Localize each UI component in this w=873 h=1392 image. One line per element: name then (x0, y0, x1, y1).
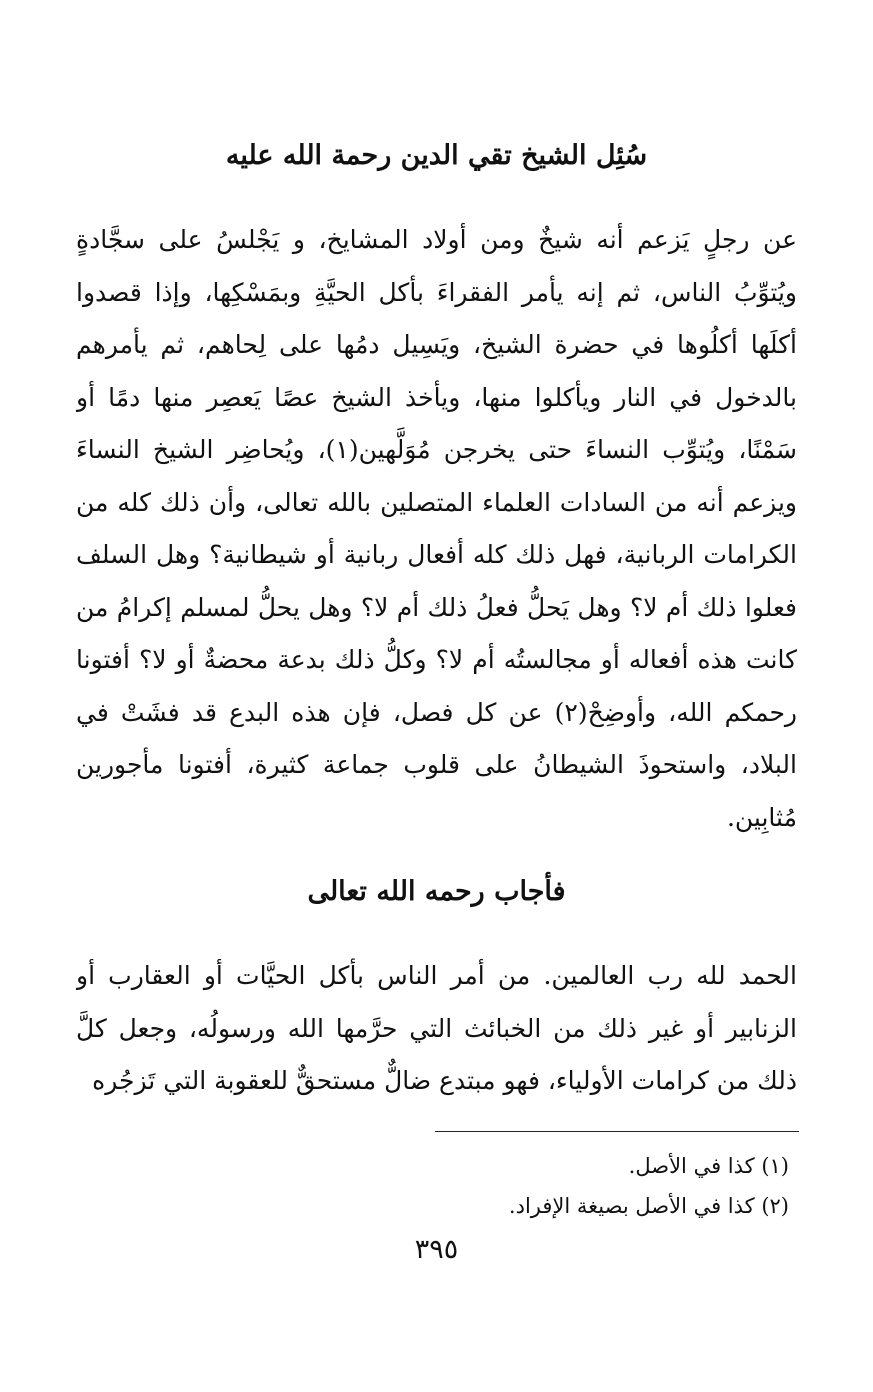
footnote-divider (435, 1131, 799, 1132)
footnote-1: (١) كذا في الأصل. (628, 1154, 789, 1178)
question-paragraph: عن رجلٍ يَزعم أنه شيخٌ ومن أولاد المشايخ، و يَجْلسُ على سجَّادةٍ ويُتوِّبُ الناس، ثم إنه يأمر الفقراءَ بأكل الحيَّةِ وبمَسْكِها، وإذا قصدوا أكلَها أكلُوها في حضرة الشيخ، ويَسِيل دمُها على لِحاهم، ثم يأمرهم بالدخول في النار ويأكلوا منها، ويأخذ الشيخ عصًا يَعصِر منها دمًا أو سَمْنًا، ويُتوِّب النساءَ حتى يخرجن مُوَلَّهين(١)، ويُحاضِر الشيخ النساءَ ويزعم أنه من السادات العلماء المتصلين بالله تعالى، وأن ذلك كله من الكرامات الربانية، فهل ذلك كله أفعال ربانية أو شيطانية؟ وهل السلف فعلوا ذلك أم لا؟ وهل يَحلُّ فعلُ ذلك أم لا؟ وهل يحلُّ لمسلم إكرامُ من كانت هذه أفعاله أو مجالستُه أم لا؟ وكلُّ ذلك بدعة محضةٌ أو لا؟ أفتونا رحمكم الله، وأوضِحْ(٢) عن كل فصل، فإن هذه البدع قد فشَتْ في البلاد، واستحوذَ الشيطانُ على قلوب جماعة كثيرة، أفتونا مأجورين مُثابِين. (76, 225, 797, 832)
footnote-2: (٢) كذا في الأصل بصيغة الإفراد. (508, 1194, 789, 1218)
answer-paragraph: الحمد لله رب العالمين. من أمر الناس بأكل الحيَّات أو العقارب أو الزنابير أو غير ذلك من الخبائث التي حرَّمها الله ورسولُه، وجعل كلَّ ذلك من كرامات الأولياء، فهو مبتدع ضالٌّ مستحقٌّ للعقوبة التي تَزجُره (76, 961, 797, 1095)
question-heading: سُئِل الشيخ تقي الدين رحمة الله عليه (225, 140, 648, 171)
page-number: ٣٩٥ (414, 1234, 459, 1265)
answer-heading: فأجاب رحمه الله تعالى (307, 876, 566, 907)
footnotes (300, 1146, 789, 1226)
